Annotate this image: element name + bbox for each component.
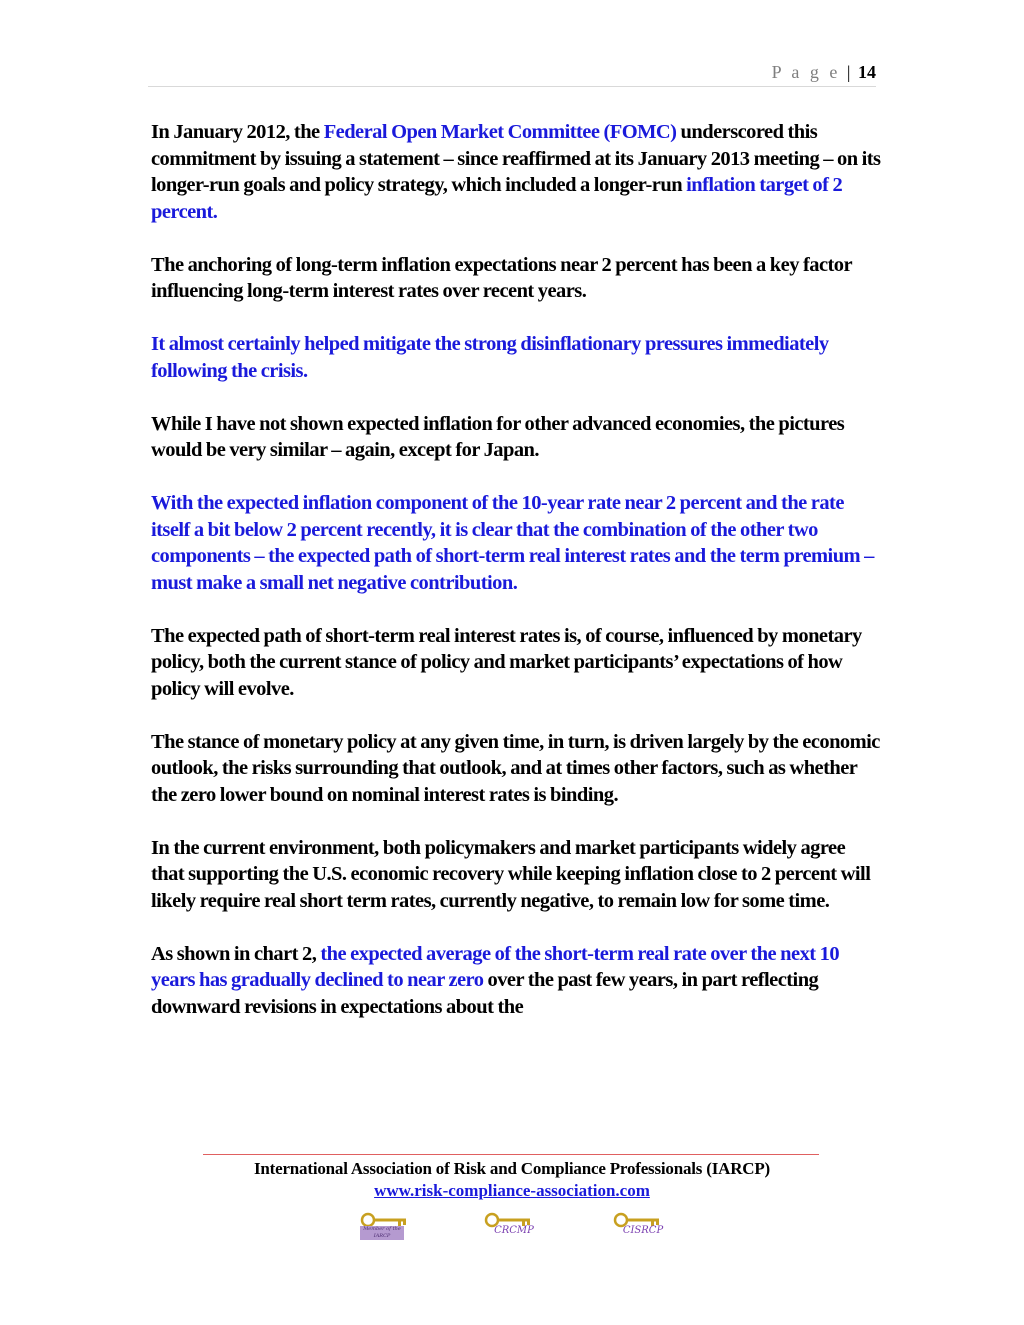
badge-caption: CISRCP [622,1225,664,1236]
highlighted-text: It almost certainly helped mitigate the strong disinflationary pressures immediately following the crisis. [151,333,829,382]
highlighted-text: With the expected inflation component of the 10-year rate near 2 percent and the rate itself a bit below 2 percent recently, it is clear that the combination of the other two components – the expected path of short-term real interest rates and the term premium – must make a small net negative contribution. [151,492,874,594]
badge-caption: CRCMP [494,1225,534,1236]
paragraph [151,941,881,1021]
document-body [151,119,881,1047]
body-text: In the current environment, both policymakers and market participants widely agree that supporting the U.S. economic recovery while keeping inflation close to 2 percent will likely require real short term rates, currently negative, to remain low for some time. [151,836,871,912]
paragraph [151,729,881,809]
page-separator: | [846,62,851,82]
paragraph [151,490,881,596]
body-text: In January 2012, the [151,121,324,143]
footer-organization: International Association of Risk and Compliance Professionals (IARCP) [253,1159,771,1178]
highlighted-text: the expected average of the short-term real rate over the next 10 years has gradually declined to near zero [151,942,840,991]
body-text: The stance of monetary policy at any given time, in turn, is driven largely by the economic outlook, the risks surrounding that outlook, and at times other factors, such as whether the zero lower bound on nominal interest rates is binding. [151,730,880,806]
paragraph [151,411,881,464]
paragraph [151,835,881,915]
paragraph [151,331,881,384]
highlighted-text: inflation target of 2 percent. [151,174,843,223]
footer-url-container [0,1181,1024,1201]
highlighted-text: Federal Open Market Committee (FOMC) [323,121,677,143]
body-text: over the past few years, in part reflecting downward revisions in expectations about the [151,969,819,1018]
footer-website-link[interactable]: www.risk-compliance-association.com [374,1181,650,1200]
body-text: The anchoring of long-term inflation expectations near 2 percent has been a key factor influencing long-term interest rates over recent years. [151,253,852,302]
body-text: As shown in chart 2, [151,942,321,965]
paragraph [151,119,881,225]
page-number: 14 [858,62,876,82]
badge-member [360,1212,420,1242]
footer-rule [203,1154,819,1155]
badge-crcmp [484,1212,544,1242]
page-label: P a g e [771,62,841,82]
badge-cisrcp [613,1212,673,1242]
paragraph [151,623,881,703]
badge-caption: Member of the IARCP [360,1226,404,1240]
body-text: underscored this commitment by issuing a statement – since reaffirmed at its January 2013 meeting – on its longer-run goals and policy strategy, which included a longer-run [151,121,881,196]
body-text: The expected path of short-term real interest rates is, of course, influenced by monetary policy, both the current stance of policy and market participants’ expectations of how policy will evolve. [151,624,862,700]
paragraph [151,252,881,305]
body-text: While I have not shown expected inflation for other advanced economies, the pictures would be very similar – again, except for Japan. [151,412,845,461]
page-header [148,58,876,87]
